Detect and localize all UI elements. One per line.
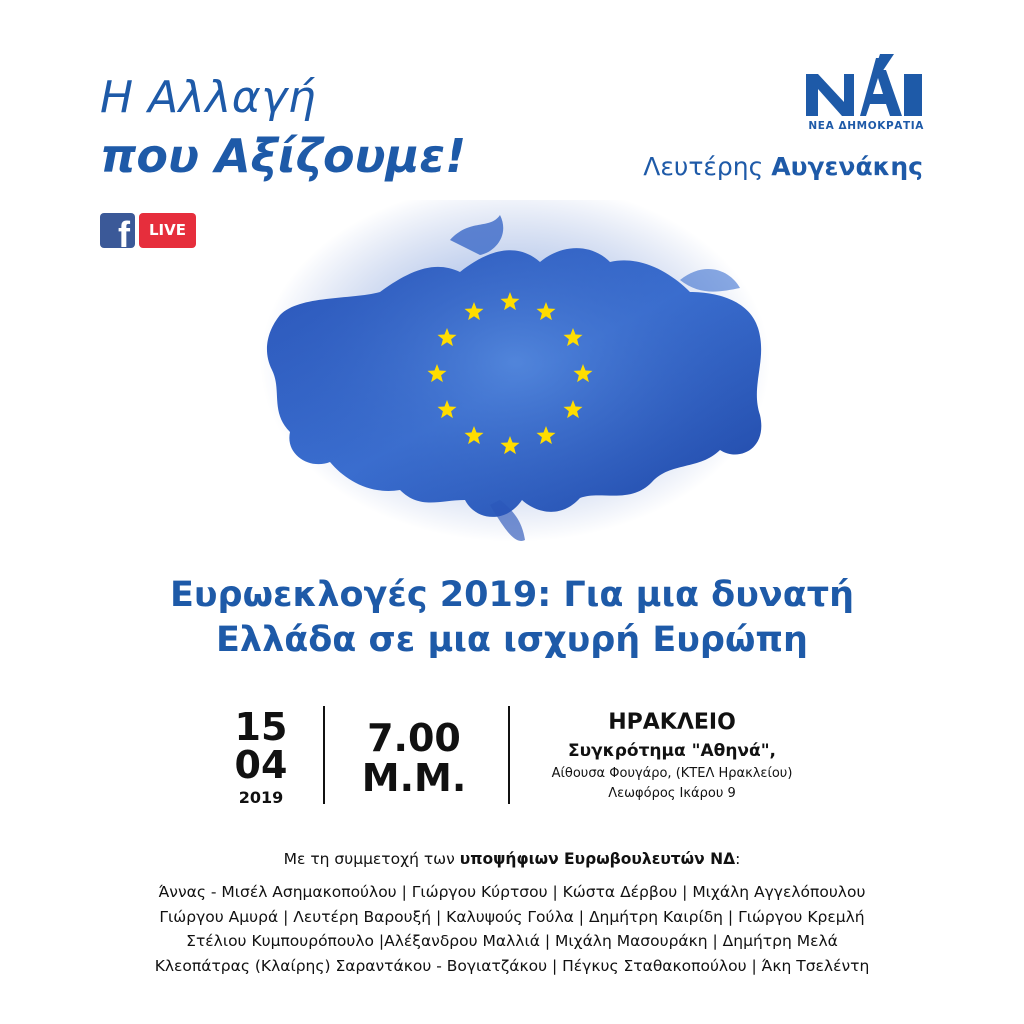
date-day: 15 [234,705,288,749]
event-date [220,705,302,812]
party-name: ΝΕΑ ΔΗΜΟΚΡΑΤΙΑ [808,120,924,132]
time-period: Μ.Μ. [361,756,467,800]
participants-line: Γιώργου Αμυρά | Λευτέρη Βαρουξή | Καλυψούς Γούλα | Δημήτρη Καιρίδη | Γιώργου Κρεμλή [159,907,865,926]
event-title [0,573,1024,663]
candidate-first-name: Λευτέρης [643,152,764,181]
party-logo [802,52,924,132]
participants-line: Στέλιου Κυμπουρόπουλο |Αλέξανδρου Μαλλιά | Μιχάλη Μασουράκη | Δημήτρη Μελά [186,932,838,950]
headline-line2: που Αξίζουμε! [100,129,467,183]
date-year: 2019 [238,788,284,807]
participants-line: Άννας - Μισέλ Ασημακοπούλου | Γιώργου Κύρτσου | Κώστα Δέρβου | Μιχάλη Αγγελόπουλου [158,883,866,901]
participants-line: Κλεοπάτρας (Κλαίρης) Σαραντάκου - Βογιατζάκου | Πέγκυς Σταθακοπούλου | Άκη Τσελέντη [154,956,870,975]
participants-intro-prefix: Με τη συμμετοχή των [283,850,455,868]
event-time [338,718,490,798]
candidate-name [643,152,923,181]
candidate-last-name: Αυγενάκης [771,152,923,181]
headline-line1: Η Αλλαγή [100,72,317,123]
eu-flag-watercolor [260,200,770,560]
event-title-line2: Ελλάδα σε μια ισχυρή Ευρώπη [216,620,808,660]
facebook-live-badge [100,213,196,248]
venue-city: ΗΡΑΚΛΕΙΟ [608,710,736,735]
participants-list [0,880,1024,978]
date-month: 04 [234,743,288,787]
time-value: 7.00 [367,716,461,760]
event-venue [522,708,822,804]
event-title-line1: Ευρωεκλογές 2019: Για μια δυνατή [169,575,855,615]
participants-intro-bold: υποψήφιων Ευρωβουλευτών ΝΔ [459,850,736,868]
participants-intro-suffix: : [735,850,741,868]
headline [100,70,466,186]
divider [508,706,510,804]
venue-address: Λεωφόρος Ικάρου 9 [608,786,736,801]
divider [323,706,325,804]
venue-hall: Αίθουσα Φουγάρο, (ΚΤΕΛ Ηρακλείου) [551,766,793,781]
participants-intro [0,850,1024,868]
venue-name: Συγκρότημα "Αθηνά", [567,741,777,761]
live-label: LIVE [139,213,196,248]
nd-logo-icon [802,52,924,118]
facebook-icon: f [100,213,135,248]
